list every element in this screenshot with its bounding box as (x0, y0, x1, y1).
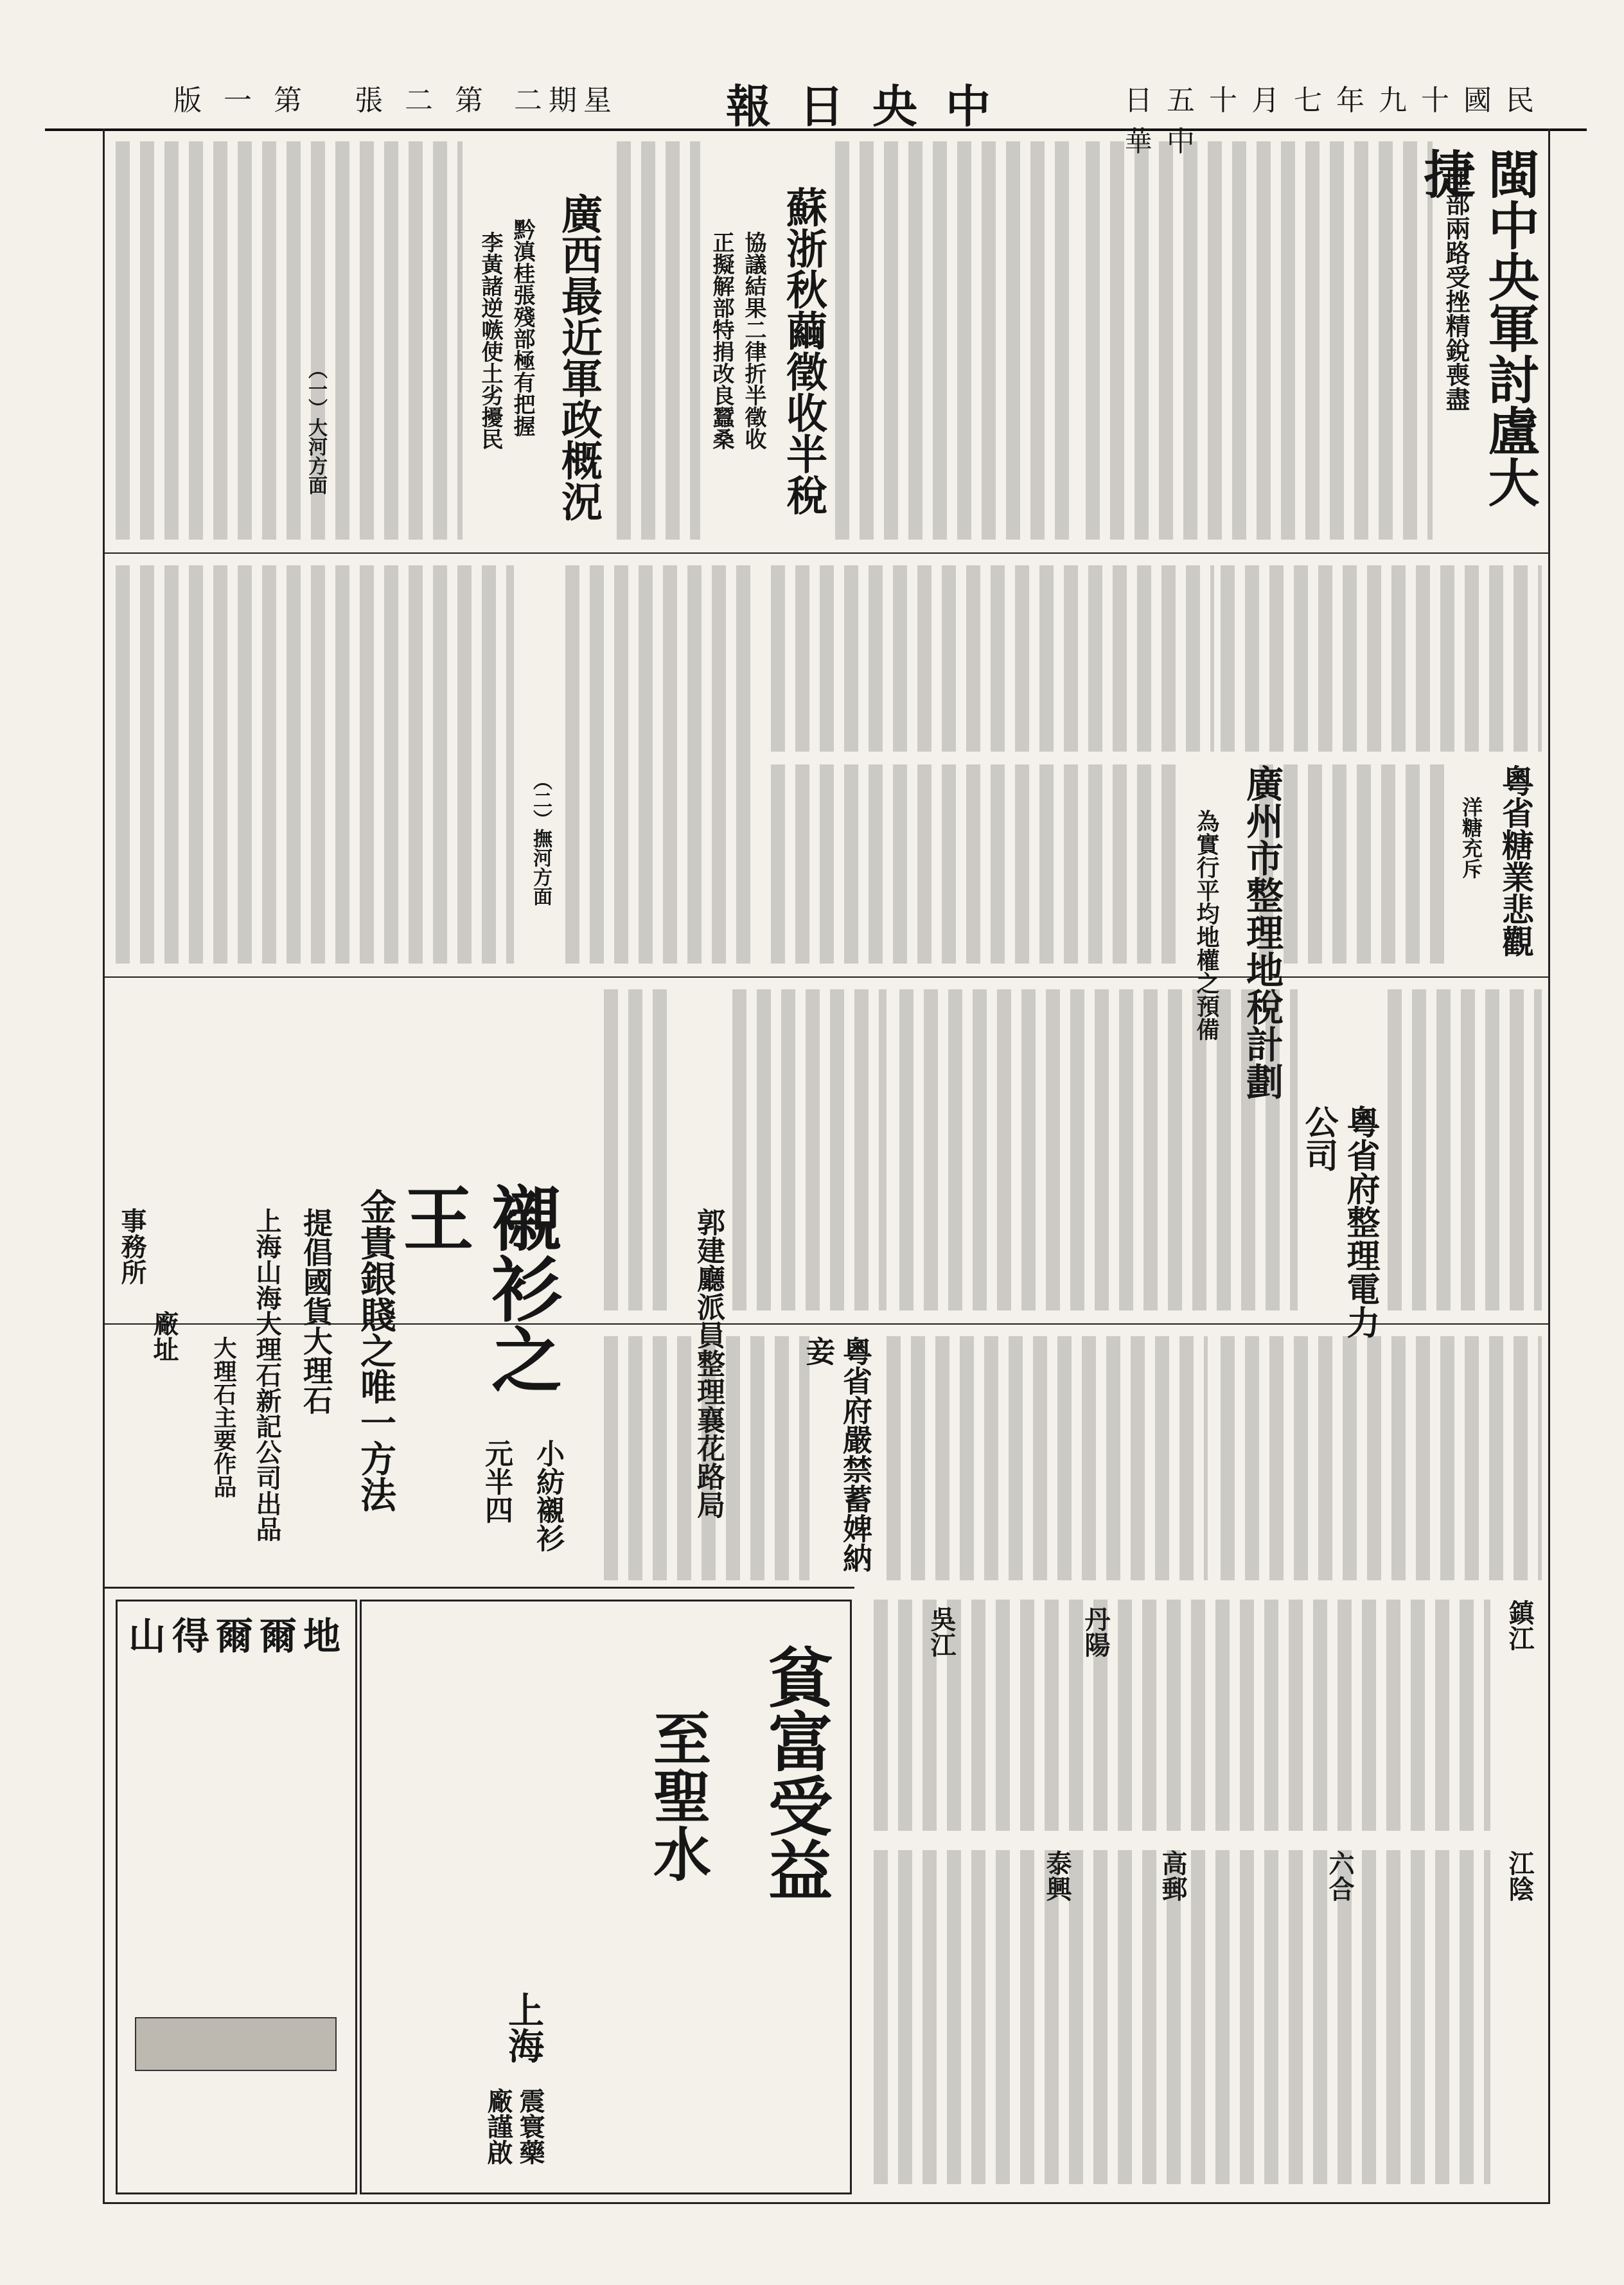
article-body-railway-3 (604, 1336, 809, 1580)
article-body-guangxi-2 (116, 565, 514, 964)
divider-ads (103, 1587, 854, 1589)
local-news-body-2 (874, 1850, 1490, 2184)
frame-bottom (103, 2202, 1550, 2204)
article-body-guangxi-3 (565, 565, 758, 964)
ad-soap-product-image (135, 2017, 337, 2071)
article-body-land-tax-2 (771, 764, 1176, 964)
article-body-land-tax (771, 565, 1214, 752)
label-danyang: 丹陽 (1081, 1606, 1111, 1657)
frame-right (1548, 128, 1550, 2203)
label-gaoyou: 高郵 (1158, 1850, 1188, 1901)
label-zhenjiang: 鎮江 (1505, 1600, 1535, 1651)
ad-marble-head: 金貴銀賤之唯一方法 (355, 1188, 397, 1512)
ad-marble-sub: 提倡國貨大理石 (299, 1208, 333, 1415)
ad-drug-product: 至聖水 (643, 1709, 711, 1882)
headline-power-company: 粵省府整理電力公司 (1299, 1105, 1380, 1339)
frame-left (103, 128, 105, 2203)
article-body-sugar (1221, 565, 1542, 752)
headline-railway: 郭建廳派員整理襄花路局 (692, 1208, 725, 1519)
ad-soap-box (116, 1600, 357, 2194)
article-body-land-tax-3 (899, 989, 1298, 1310)
weekday-label: 二期星 (514, 84, 618, 117)
headline-silk-tax: 蘇浙秋繭徵收半稅 (779, 186, 827, 515)
divider-row2 (103, 976, 1550, 978)
ad-drug-city: 上海 (502, 1991, 545, 2063)
headline-min-army: 閩中央軍討盧大捷 (1415, 148, 1540, 507)
subhead-sugar: 洋糖充斥 (1459, 797, 1483, 879)
divider-row1 (103, 552, 1550, 554)
headline-slavery-ban: 粵省府嚴禁蓄婢納妾 (801, 1336, 873, 1573)
article-body-railway-2 (604, 989, 675, 1310)
label-liuhe: 六合 (1325, 1850, 1355, 1901)
article-body-silk-tax-2 (617, 141, 700, 540)
section-dahe: （一）大河方面 (304, 360, 327, 495)
issue-date: 日五十月七年九十國民華中 (1124, 84, 1548, 158)
section-fuhe: （二）撫河方面 (529, 771, 552, 906)
ad-drug-title: 貧富受益 (757, 1645, 833, 1901)
article-body-power (1388, 989, 1542, 1310)
subhead-silk-tax-2: 正擬解部特捐改良蠶桑 (709, 231, 734, 450)
article-body-min-army (1086, 141, 1433, 540)
headline-land-tax: 廣州市整理地稅計劃 (1240, 764, 1284, 1100)
newspaper-name: 報日央中 (726, 80, 1019, 133)
subhead-land-tax: 為實行平均地權之預備 (1193, 809, 1220, 1041)
label-wujiang: 吳江 (926, 1606, 957, 1657)
headline-guangxi: 廣西最近軍政概況 (554, 193, 603, 522)
subhead-silk-tax-1: 協議結果二律折半徵收 (741, 231, 766, 450)
article-body-power-2 (1221, 1336, 1542, 1580)
article-body-sugar-2 (1259, 764, 1445, 964)
article-body-slavery-ban (887, 1336, 1208, 1580)
article-body-guangxi (116, 141, 463, 540)
ad-marble-factory: 廠址 (149, 1310, 179, 1362)
local-news-body-1 (874, 1600, 1490, 1831)
ad-marble-office: 事務所 (117, 1208, 147, 1285)
ad-shirt-title: 襯衫之王 (391, 1182, 563, 1394)
ad-shirt-price: 元半四 (480, 1439, 513, 1524)
article-body-railway (732, 989, 887, 1310)
ad-soap-title: 山得爾爾地 (128, 1614, 348, 1658)
ad-marble-products: 大理石主要作品 (210, 1336, 237, 1498)
subhead-min-army: 匪部兩路受挫精銳喪盡 (1442, 167, 1470, 411)
headline-sugar: 粵省糖業悲觀 (1497, 764, 1535, 957)
ad-marble-company: 上海山海大理石新記公司出品 (252, 1208, 282, 1542)
masthead (45, 71, 1587, 158)
edition-label: 版一第 張二第 (173, 84, 505, 117)
label-jiangyin: 江陰 (1505, 1850, 1535, 1901)
subhead-guangxi-2: 李黃諸逆嗾使土劣擾民 (477, 231, 503, 450)
ad-drug-sign: 震寰藥廠謹啟 (483, 2088, 545, 2165)
subhead-guangxi-1: 黔滇桂張殘部極有把握 (509, 218, 535, 437)
ad-shirt-brand: 小紡襯衫 (531, 1439, 564, 1552)
label-taixing: 泰興 (1042, 1850, 1072, 1901)
article-body-silk-tax (835, 141, 1079, 540)
